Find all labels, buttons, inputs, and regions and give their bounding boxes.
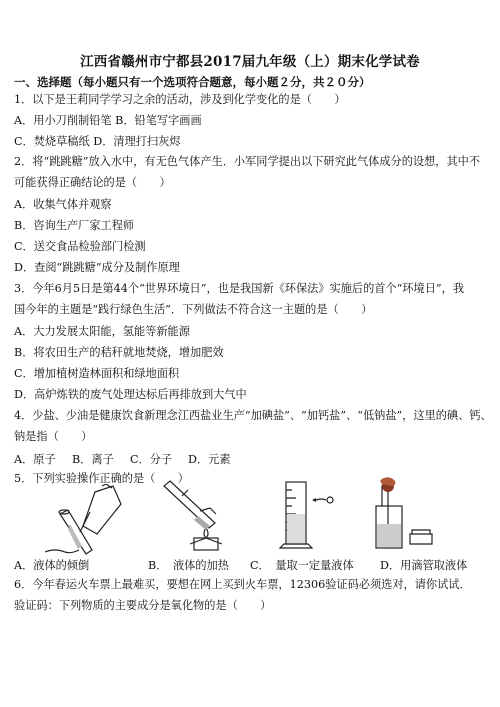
question-5-option-d: D．用滴管取液体 (380, 559, 468, 572)
question-4-option-c: C．分子 (130, 453, 173, 466)
question-2-stem-line-1: 2．将“跳跳糖”放入水中，有无色气体产生．小军同学提出以下研究此气体成分的设想，其中不 (14, 155, 481, 168)
exam-title: 江西省赣州市宁都县2017届九年级（上）期末化学试卷 (80, 54, 420, 70)
question-5-stem: 5．下列实验操作正确的是（ ） (14, 472, 189, 485)
question-1-options-line-2: C．焚烧草稿纸 D．清理打扫灰烬 (14, 135, 181, 148)
question-4-stem-line-1: 4．少盐、少油是健康饮食新理念江西盐业生产“加碘盐”、“加钙盐”、“低钠盐”，这里的碘、钙、 (14, 409, 492, 422)
question-3-option-d: D．高炉炼铁的废气处理达标后再排放到大气中 (14, 388, 247, 401)
question-3-stem-line-2: 国今年的主题是“践行绿色生活”．下列做法不符合这一主题的是（ ） (14, 303, 373, 316)
question-3-option-b: B．将农田生产的秸秆就地焚烧，增加肥效 (14, 346, 224, 359)
question-3-option-a: A．大力发展太阳能，氢能等新能源 (14, 325, 190, 338)
question-2-option-d: D．查阅“跳跳糖”成分及制作原理 (14, 261, 180, 274)
question-5-figures (0, 474, 500, 554)
pouring-liquid-figure (40, 484, 135, 559)
question-4-stem-line-2: 钠是指（ ） (14, 430, 93, 443)
question-1-stem: 1．以下是王莉同学学习之余的活动，涉及到化学变化的是（ ） (14, 93, 346, 106)
question-2-stem-line-2: 可能获得正确结论的是（ ） (14, 176, 171, 189)
question-4-option-a: A．原子 (14, 453, 56, 466)
question-1-options-line-1: A．用小刀削制铅笔 B．铅笔写字画画 (14, 114, 202, 127)
question-2-option-b: B．咨询生产厂家工程师 (14, 219, 135, 232)
heating-liquid-figure (160, 476, 250, 556)
question-5-option-b: B． 液体的加热 (148, 559, 229, 572)
question-3-stem-line-1: 3．今年6月5日是第44个“世界环境日”，也是我国新《环保法》实施后的首个“环境日”，我 (14, 282, 465, 295)
question-2-option-c: C．送交食品检验部门检测 (14, 240, 146, 253)
question-4-options (14, 451, 231, 467)
question-3-option-c: C．增加植树造林面积和绿地面积 (14, 367, 180, 380)
question-4-option-d: D．元素 (188, 453, 231, 466)
question-6-stem-line-2: 验证码：下列物质的主要成分是氧化物的是（ ） (14, 599, 272, 612)
question-2-option-a: A．收集气体并观察 (14, 198, 112, 211)
question-4-option-b: B．离子 (72, 453, 114, 466)
question-5-option-c: C． 量取一定量液体 (250, 559, 354, 572)
measuring-cylinder-figure (272, 476, 342, 556)
question-5-option-a: A．液体的倾倒 (14, 559, 90, 572)
section-heading: 一、选择题（每小题只有一个选项符合题意，每小题２分，共２０分） (14, 75, 371, 89)
question-6-stem-line-1: 6．今年春运火车票上最难买，要想在网上买到火车票，12306验证码必须选对，请你试试． (14, 578, 471, 591)
dropper-figure (360, 476, 440, 556)
